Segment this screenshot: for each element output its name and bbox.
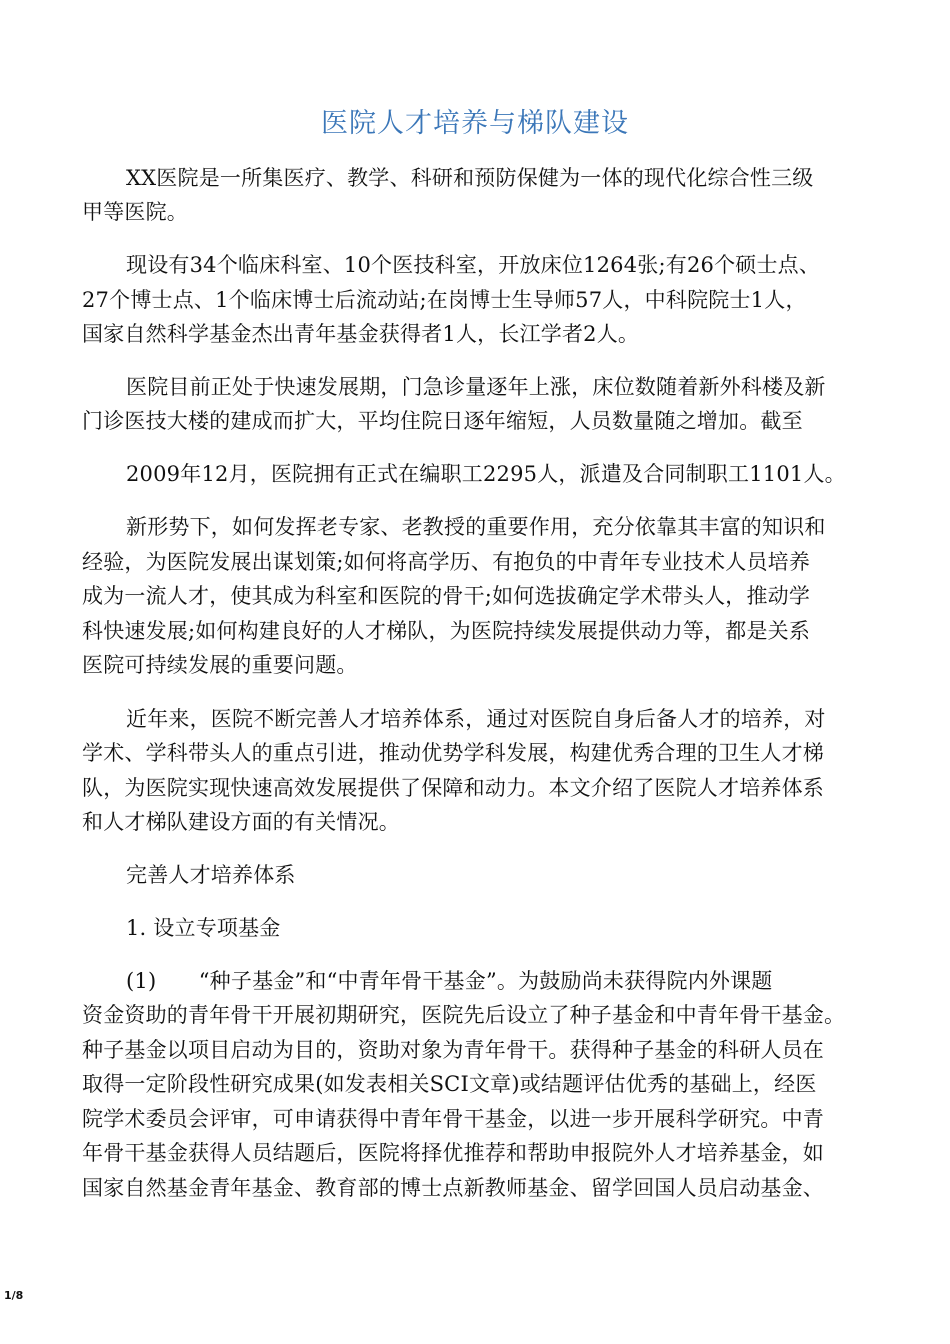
subsection-heading: 1. 设立专项基金 <box>126 916 281 940</box>
text-line: 27个博士点、1个临床博士后流动站;在岗博士生导师57人，中科院院士1人， <box>82 288 807 312</box>
page-number: 1/8 <box>4 1289 24 1302</box>
text-line: 国家自然基金青年基金、教育部的博士点新教师基金、留学回国人员启动基金、 <box>82 1176 824 1200</box>
text-line: 科快速发展;如何构建良好的人才梯队，为医院持续发展提供动力等，都是关系 <box>82 619 811 643</box>
text-line: 成为一流人才，使其成为科室和医院的骨干;如何选拔确定学术带头人，推动学 <box>82 584 811 608</box>
section-heading: 完善人才培养体系 <box>126 863 296 887</box>
text-line: 和人才梯队建设方面的有关情况。 <box>82 810 400 834</box>
text-line: 新形势下，如何发挥老专家、老教授的重要作用，充分依靠其丰富的知识和 <box>126 515 826 539</box>
text-line: (1) “种子基金”和“中青年骨干基金”。为鼓励尚未获得院内外课题 <box>126 969 773 993</box>
text-line: 门诊医技大楼的建成而扩大，平均住院日逐年缩短，人员数量随之增加。截至 <box>82 409 803 433</box>
text-line: 种子基金以项目启动为目的，资助对象为青年骨干。获得种子基金的科研人员在 <box>82 1038 824 1062</box>
text-line: 2009年12月，医院拥有正式在编职工2295人，派遣及合同制职工1101人。 <box>126 462 846 486</box>
text-line: 取得一定阶段性研究成果(如发表相关SCI文章)或结题评估优秀的基础上，经医 <box>82 1072 817 1096</box>
text-line: 国家自然科学基金杰出青年基金获得者1人，长江学者2人。 <box>82 322 640 346</box>
text-line: 近年来，医院不断完善人才培养体系，通过对医院自身后备人才的培养，对 <box>126 707 826 731</box>
text-line: 医院目前正处于快速发展期，门急诊量逐年上涨，床位数随着新外科楼及新 <box>126 375 826 399</box>
text-line: 甲等医院。 <box>82 200 188 224</box>
text-line: 经验，为医院发展出谋划策;如何将高学历、有抱负的中青年专业技术人员培养 <box>82 550 811 574</box>
document-title: 医院人才培养与梯队建设 <box>321 108 629 139</box>
text-line: 年骨干基金获得人员结题后，医院将择优推荐和帮助申报院外人才培养基金，如 <box>82 1141 824 1165</box>
text-line: 队，为医院实现快速高效发展提供了保障和动力。本文介绍了医院人才培养体系 <box>82 776 824 800</box>
text-line: 现设有34个临床科室、10个医技科室，开放床位1264张;有26个硕士点、 <box>126 253 821 277</box>
text-line: XX医院是一所集医疗、教学、科研和预防保健为一体的现代化综合性三级 <box>126 166 814 190</box>
text-line: 院学术委员会评审，可申请获得中青年骨干基金，以进一步开展科学研究。中青 <box>82 1107 824 1131</box>
text-line: 资金资助的青年骨干开展初期研究，医院先后设立了种子基金和中青年骨干基金。 <box>82 1003 846 1027</box>
text-line: 医院可持续发展的重要问题。 <box>82 653 358 677</box>
text-line: 学术、学科带头人的重点引进，推动优势学科发展，构建优秀合理的卫生人才梯 <box>82 741 824 765</box>
